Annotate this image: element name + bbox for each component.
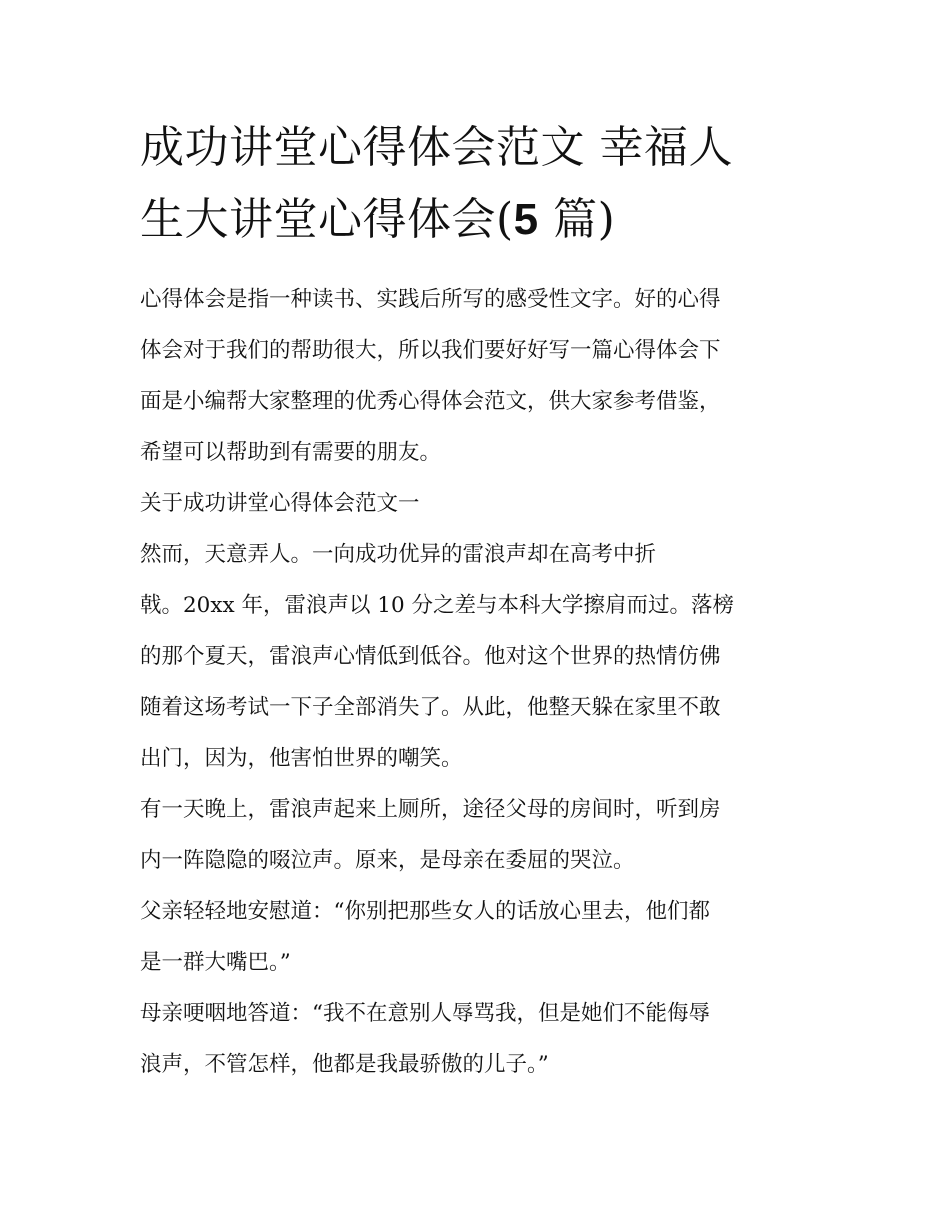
title-suffix: 篇)	[538, 194, 616, 245]
text-line: 然而，天意弄人。一向成功优异的雷浪声却在高考中折	[140, 542, 657, 567]
section-heading	[140, 478, 820, 529]
text-line: 希望可以帮助到有需要的朋友。	[140, 440, 442, 465]
text-line: 母亲哽咽地答道：“我不在意别人辱骂我，但是她们不能侮辱	[140, 1001, 710, 1026]
text-line: 出门，因为，他害怕世界的嘲笑。	[140, 746, 463, 771]
intro-paragraph	[140, 274, 820, 478]
text-line: 关于成功讲堂心得体会范文一	[140, 491, 420, 516]
text-line: 内一阵隐隐的啜泣声。原来，是母亲在委屈的哭泣。	[140, 848, 635, 873]
text-line: 浪声，不管怎样，他都是我最骄傲的儿子。”	[140, 1052, 549, 1077]
story-paragraph-1	[140, 529, 820, 784]
title-line-1: 成功讲堂心得体会范文 幸福人	[140, 122, 733, 173]
story-paragraph-3	[140, 886, 820, 988]
title-count: 5	[513, 195, 539, 244]
text-line: 是一群大嘴巴。”	[140, 950, 291, 975]
title-line-2: 生大讲堂心得体会(	[140, 194, 514, 245]
text-line: 的那个夏天，雷浪声心情低到低谷。他对这个世界的热情仿佛	[140, 644, 721, 669]
story-paragraph-4	[140, 988, 820, 1090]
text-line: 随着这场考试一下子全部消失了。从此，他整天躲在家里不敢	[140, 695, 721, 720]
text-line: 父亲轻轻地安慰道：“你别把那些女人的话放心里去，他们都	[140, 899, 710, 924]
text-line: 面是小编帮大家整理的优秀心得体会范文，供大家参考借鉴，	[140, 389, 721, 414]
document-title	[140, 112, 820, 256]
text-line: 戟。20xx 年，雷浪声以 10 分之差与本科大学擦肩而过。落榜	[140, 593, 734, 618]
text-line: 有一天晚上，雷浪声起来上厕所，途径父母的房间时，听到房	[140, 797, 721, 822]
text-line: 心得体会是指一种读书、实践后所写的感受性文字。好的心得	[140, 287, 721, 312]
document-body	[140, 274, 820, 1090]
text-line: 体会对于我们的帮助很大，所以我们要好好写一篇心得体会下	[140, 338, 721, 363]
story-paragraph-2	[140, 784, 820, 886]
